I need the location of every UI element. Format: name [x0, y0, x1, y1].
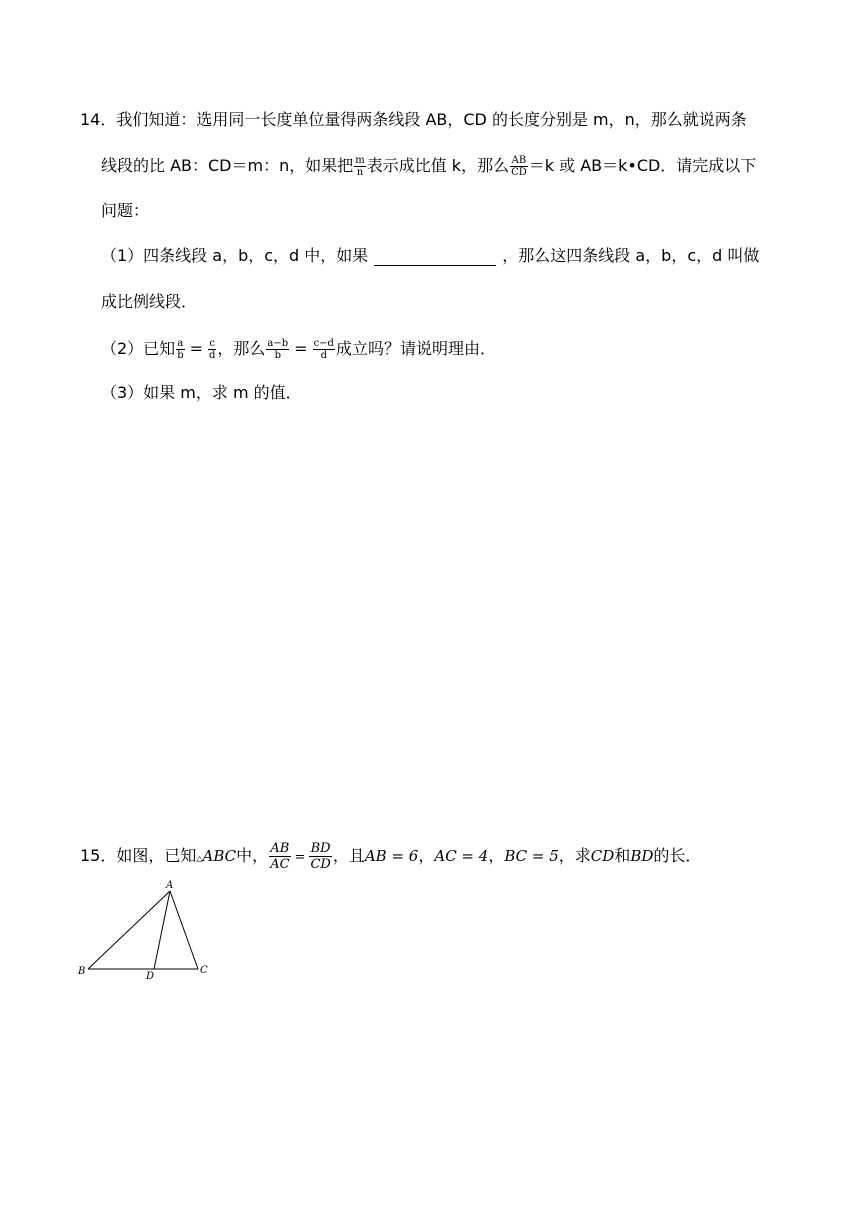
fraction-numerator: c−d — [313, 338, 334, 349]
q14-part3-text: （3）如果 m，求 m 的值． — [101, 383, 302, 402]
segment-ad — [154, 891, 170, 969]
q14-part1 — [101, 246, 759, 266]
q15-text-f: 的长． — [653, 846, 702, 865]
q15-number: 15． — [80, 846, 117, 865]
triangle-abc: ABC — [202, 847, 237, 865]
equals-sign: = — [294, 850, 306, 865]
q15-text-a: 如图，已知 — [116, 846, 197, 865]
q14-line1-text: 我们知道：选用同一长度单位量得两条线段 AB，CD 的长度分别是 m，n，那么就说两条 — [116, 110, 747, 129]
segment-ab — [88, 891, 170, 969]
q14-line2-text-a: 线段的比 AB：CD＝m：n，如果把 — [101, 156, 354, 175]
ac-equation: AC = 4 — [434, 847, 489, 865]
fraction-numerator: BD — [310, 841, 331, 856]
fraction-denominator: d — [320, 350, 327, 361]
vertex-label-b: B — [78, 966, 86, 977]
fraction-numerator: AB — [511, 155, 527, 166]
q14-part3 — [101, 383, 302, 403]
q14-part1-cont — [101, 292, 197, 312]
equals-sign: = — [189, 339, 203, 358]
vertex-label-a: A — [166, 880, 174, 891]
fraction-denominator: b — [177, 350, 184, 361]
triangle-figure — [72, 876, 222, 986]
separator: ， — [418, 846, 435, 865]
q15-text-c: ，且 — [332, 846, 365, 865]
fraction-m-over-n — [354, 155, 365, 178]
fraction-numerator: a — [177, 338, 184, 349]
q15-text-b: 中， — [236, 846, 269, 865]
fraction-numerator: m — [355, 155, 365, 166]
triangle-symbol: △ — [196, 854, 203, 863]
fraction-numerator: a−b — [267, 338, 289, 349]
fraction-bd-over-cd — [309, 841, 331, 872]
vertex-label-c: C — [200, 965, 208, 976]
ab-equation: AB = 6 — [364, 847, 419, 865]
q14-part1-text-a: （1）四条线段 a，b，c，d 中，如果 — [101, 246, 369, 265]
q14-part1-text-b: ，那么这四条线段 a，b，c，d 叫做 — [502, 246, 760, 265]
q14-part2-text-a: （2）已知 — [101, 339, 176, 358]
separator: ， — [488, 846, 505, 865]
answer-blank[interactable] — [374, 247, 496, 266]
q14-line1 — [80, 110, 747, 130]
segment-bd: BD — [630, 847, 654, 865]
fraction-ab-over-ac — [269, 841, 290, 872]
fraction-denominator: d — [209, 350, 216, 361]
fraction-denominator: b — [274, 350, 281, 361]
segment-cd: CD — [590, 847, 615, 865]
fraction-numerator: AB — [270, 841, 290, 856]
q14-number: 14． — [80, 110, 117, 129]
fraction-denominator: n — [356, 167, 364, 178]
q14-part2-text-c: 成立吗？请说明理由． — [335, 339, 496, 358]
q15-line1 — [80, 841, 701, 872]
q14-line2-text-c: ＝k 或 AB＝k•CD．请完成以下 — [528, 156, 757, 175]
q14-line2-text-b: 表示成比值 k，那么 — [366, 156, 510, 175]
fraction-ab-over-cd — [510, 155, 528, 178]
bc-equation: BC = 5 — [504, 847, 559, 865]
q14-part1-text-c: 成比例线段． — [101, 292, 198, 311]
q14-line3 — [101, 201, 149, 221]
q14-part2 — [101, 338, 496, 361]
q14-line2 — [101, 155, 756, 178]
point-label-d: D — [146, 971, 155, 982]
fraction-a-minus-b-over-b — [266, 338, 289, 361]
fraction-c-minus-d-over-d — [313, 338, 335, 361]
segment-ac — [170, 891, 198, 969]
fraction-a-over-b — [176, 338, 184, 361]
fraction-c-over-d — [208, 338, 216, 361]
fraction-numerator: c — [209, 338, 215, 349]
fraction-denominator: CD — [511, 167, 527, 178]
q15-text-d: ，求 — [558, 846, 591, 865]
q14-line3-text: 问题： — [101, 201, 150, 220]
equals-sign: = — [294, 339, 308, 358]
q14-part2-text-b: ，那么 — [217, 339, 266, 358]
fraction-denominator: CD — [310, 857, 331, 872]
fraction-denominator: AC — [270, 857, 290, 872]
q15-text-e: 和 — [614, 846, 631, 865]
